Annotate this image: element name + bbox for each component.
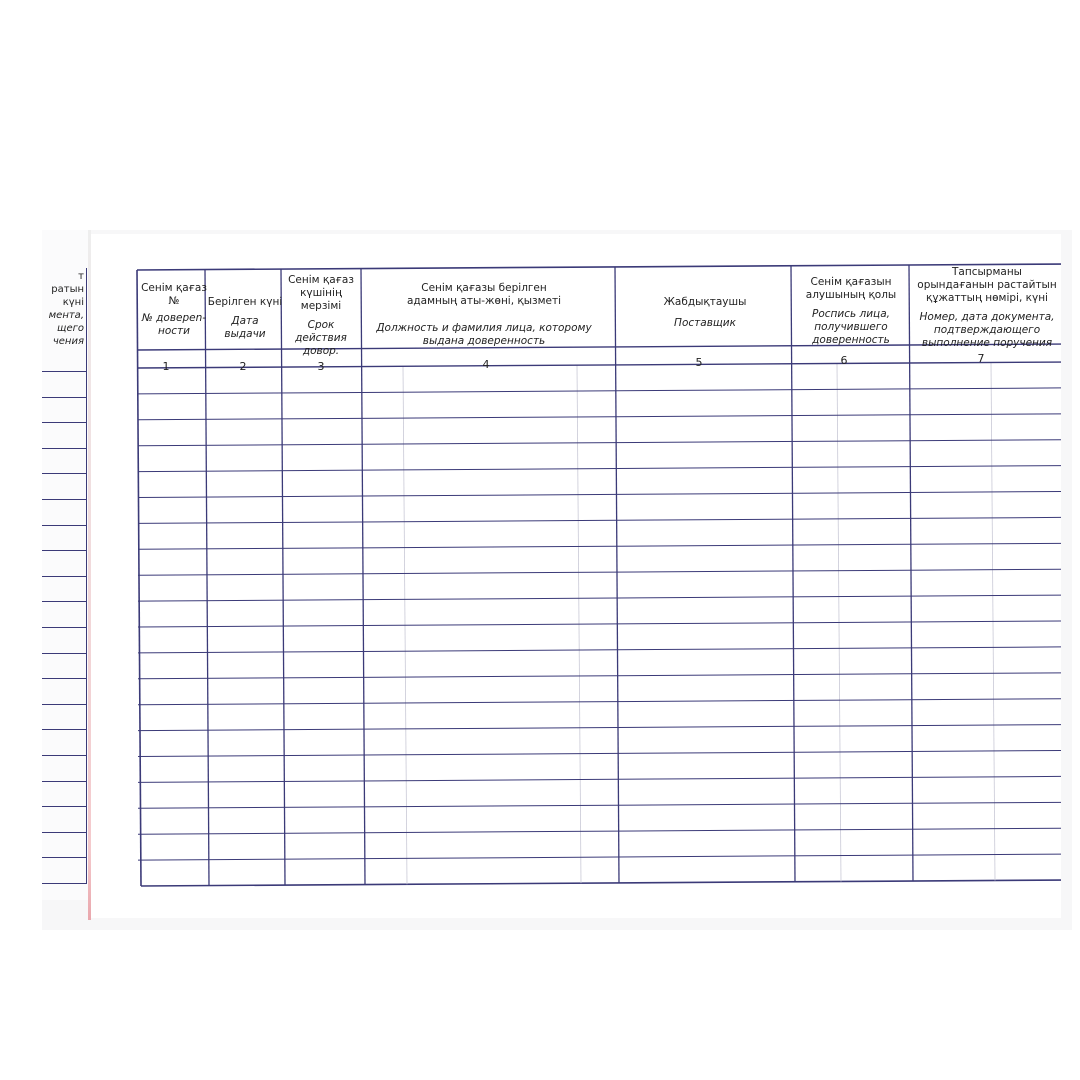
left-page-row: [42, 679, 86, 705]
column-3-number: 3: [317, 360, 325, 373]
left-page-row: [42, 833, 86, 859]
table-row-line: [138, 673, 1061, 679]
table-row-line: [138, 802, 1061, 808]
left-page: [42, 230, 89, 900]
table-row-line: [138, 621, 1061, 627]
column-7-number: 7: [977, 352, 985, 365]
column-4-title-ru: Должность и фамилия лица, которому выдана доверенность: [376, 322, 592, 347]
column-1-header: [139, 282, 209, 338]
table-row-line: [138, 543, 1061, 549]
table-row-line: [138, 414, 1061, 420]
table-row-line: [138, 699, 1061, 705]
left-header-line: ратын: [51, 284, 84, 295]
left-page-row: [42, 602, 86, 628]
column-7-title-ru: Номер, дата документа, подтверждающего выполнение поручения: [919, 311, 1055, 349]
left-page-row: [42, 577, 86, 603]
table-row-line: [138, 569, 1061, 575]
open-journal-book: [42, 230, 1072, 930]
column-6-number: 6: [840, 354, 848, 367]
column-5-title-ru: Поставщик: [674, 317, 736, 329]
left-page-row: [42, 858, 86, 884]
number-row-bottom-line: [138, 362, 1061, 368]
column-6-title-kz: Сенім қағазын алушының қолы: [805, 276, 897, 301]
column-1-title-ru: № довереn- ности: [141, 312, 207, 337]
column-separator: [205, 270, 209, 886]
column-2-title-kz: Берілген күні: [207, 296, 283, 308]
left-page-row: [42, 526, 86, 552]
left-header-line: т: [78, 271, 84, 282]
column-separator: [909, 265, 913, 881]
column-5-title-kz: Жабдықтаушы: [663, 296, 747, 308]
column-5-header: [619, 296, 791, 330]
column-6-header: [795, 276, 907, 347]
left-page-row: [42, 730, 86, 756]
left-page-row: [42, 449, 86, 475]
left-header-line: щего: [57, 323, 84, 334]
column-7-title-kz: Тапсырманы орындағанын растайтын құжаттың нөмірі, күні: [917, 266, 1057, 304]
table-row-line: [138, 776, 1061, 782]
table-row-line: [138, 725, 1061, 731]
column-2-number: 2: [239, 360, 247, 373]
column-7-header: [913, 266, 1061, 350]
column-5-number: 5: [695, 356, 703, 369]
table-row-line: [138, 854, 1061, 860]
column-separator: [615, 267, 619, 883]
column-2-header: [205, 296, 285, 341]
left-page-row: [42, 654, 86, 680]
column-4-title-kz: Сенім қағазы берілген адамның аты-жөні, қызметі: [406, 282, 562, 307]
column-separator: [281, 269, 285, 885]
table-border-bottom: [141, 880, 1061, 886]
table-row-line: [138, 517, 1061, 523]
column-3-title-kz: Сенім қағаз күшінің мерзімі: [288, 274, 354, 312]
left-page-row: [42, 372, 86, 398]
column-2-title-ru: Дата выдачи: [224, 315, 266, 340]
left-page-row: [42, 628, 86, 654]
column-3-header: [281, 274, 361, 358]
table-row-line: [138, 388, 1061, 394]
left-page-header: [42, 268, 86, 372]
left-page-row: [42, 423, 86, 449]
left-header-line: мента,: [48, 310, 84, 321]
column-6-title-ru: Роспись лица, получившего доверенность: [812, 308, 890, 346]
left-page-row: [42, 551, 86, 577]
table-row-line: [138, 466, 1061, 472]
column-4-number: 4: [482, 358, 490, 371]
column-1-number: 1: [162, 360, 170, 373]
left-header-line: чения: [52, 336, 84, 347]
left-page-row: [42, 807, 86, 833]
left-page-row: [42, 398, 86, 424]
left-page-row: [42, 474, 86, 500]
left-page-row: [42, 756, 86, 782]
left-page-row: [42, 705, 86, 731]
left-header-line: күні: [62, 297, 84, 308]
table-row-line: [138, 751, 1061, 757]
column-1-title-kz: Сенім қағаз №: [141, 282, 207, 307]
right-page: [91, 234, 1061, 918]
column-4-header: [369, 282, 599, 348]
table-row-line: [138, 828, 1061, 834]
table-row-line: [138, 440, 1061, 446]
left-page-table: [42, 268, 87, 884]
column-3-title-ru: Срок действия довор.: [295, 319, 347, 357]
column-separator: [791, 266, 795, 882]
table-row-line: [138, 492, 1061, 498]
left-page-row: [42, 782, 86, 808]
table-row-line: [138, 595, 1061, 601]
column-separator: [361, 269, 365, 885]
table-row-line: [138, 647, 1061, 653]
table-border-left: [137, 270, 141, 886]
left-page-row: [42, 500, 86, 526]
